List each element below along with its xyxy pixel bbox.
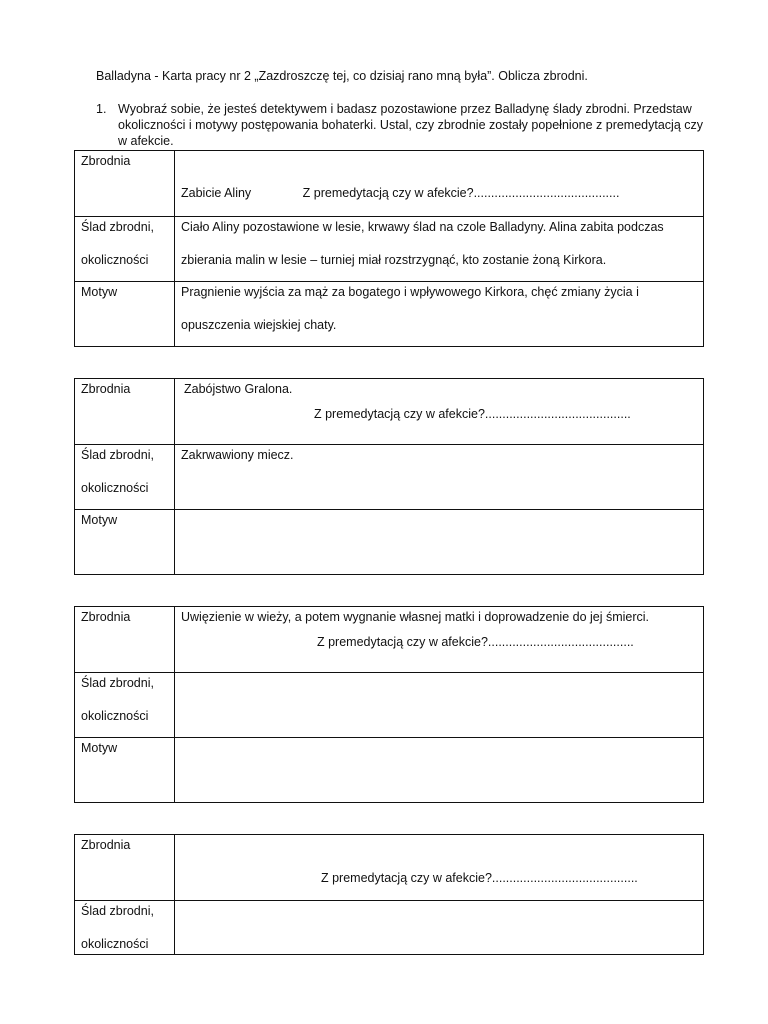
crime-cell[interactable] <box>175 151 704 217</box>
crime-card-1 <box>74 150 704 347</box>
motive-label: Motyw <box>75 510 175 575</box>
motive-label: Motyw <box>75 738 175 803</box>
task-text: Wyobraź sobie, że jesteś detektywem i badasz pozostawione przez Balladynę ślady zbrodni. Przedstaw okoliczności i motywy postępowania bohaterki. Ustal, czy zbrodnie zostały popełnione z premedytacją czy w afekcie. <box>118 102 704 148</box>
trace-cell[interactable] <box>175 217 704 282</box>
crime-label: Zbrodnia <box>75 835 175 901</box>
crime-card-4 <box>74 834 704 955</box>
task-number: 1. <box>96 102 107 116</box>
premeditation-question: Z premedytacją czy w afekcie?.......................................... <box>314 407 631 421</box>
worksheet-title: Balladyna - Karta pracy nr 2 „Zazdroszczę tej, co dzisiaj rano mną była”. Oblicza zbrodni. <box>96 69 588 83</box>
motive-label: Motyw <box>75 282 175 347</box>
trace-label: Ślad zbrodni, okoliczności <box>75 445 175 510</box>
premeditation-question: Z premedytacją czy w afekcie?.......................................... <box>321 871 638 885</box>
premeditation-question: Z premedytacją czy w afekcie?.......................................... <box>317 635 634 649</box>
trace-label: Ślad zbrodni, okoliczności <box>75 673 175 738</box>
crime-cell[interactable] <box>175 379 704 445</box>
crime-cell[interactable] <box>175 607 704 673</box>
motive-cell[interactable] <box>175 510 704 575</box>
trace-cell[interactable] <box>175 901 704 955</box>
motive-text-line2: opuszczenia wiejskiej chaty. <box>181 318 337 332</box>
task-instruction <box>96 101 706 149</box>
trace-text-line2: zbierania malin w lesie – turniej miał rozstrzygnąć, kto zostanie żoną Kirkora. <box>181 253 607 267</box>
crime-description: Uwięzienie w wieży, a potem wygnanie własnej matki i doprowadzenie do jej śmierci. <box>181 610 650 624</box>
trace-label: Ślad zbrodni, okoliczności <box>75 217 175 282</box>
crime-description: Zabicie Aliny <box>181 186 252 200</box>
crime-card-3 <box>74 606 704 803</box>
crime-description: Zabójstwo Gralona. <box>184 382 293 396</box>
trace-text-line1: Zakrwawiony miecz. <box>181 448 294 462</box>
crime-label: Zbrodnia <box>75 379 175 445</box>
trace-label: Ślad zbrodni, okoliczności <box>75 901 175 955</box>
trace-cell[interactable] <box>175 445 704 510</box>
crime-cell[interactable] <box>175 835 704 901</box>
crime-label: Zbrodnia <box>75 607 175 673</box>
trace-cell[interactable] <box>175 673 704 738</box>
crime-card-2 <box>74 378 704 575</box>
premeditation-question: Z premedytacją czy w afekcie?.......................................... <box>302 186 620 200</box>
motive-cell[interactable] <box>175 738 704 803</box>
trace-text-line1: Ciało Aliny pozostawione w lesie, krwawy ślad na czole Balladyny. Alina zabita podczas <box>181 220 664 234</box>
motive-cell[interactable] <box>175 282 704 347</box>
crime-description <box>181 837 697 853</box>
crime-label: Zbrodnia <box>75 151 175 217</box>
motive-text-line1: Pragnienie wyjścia za mąż za bogatego i wpływowego Kirkora, chęć zmiany życia i <box>181 285 639 299</box>
